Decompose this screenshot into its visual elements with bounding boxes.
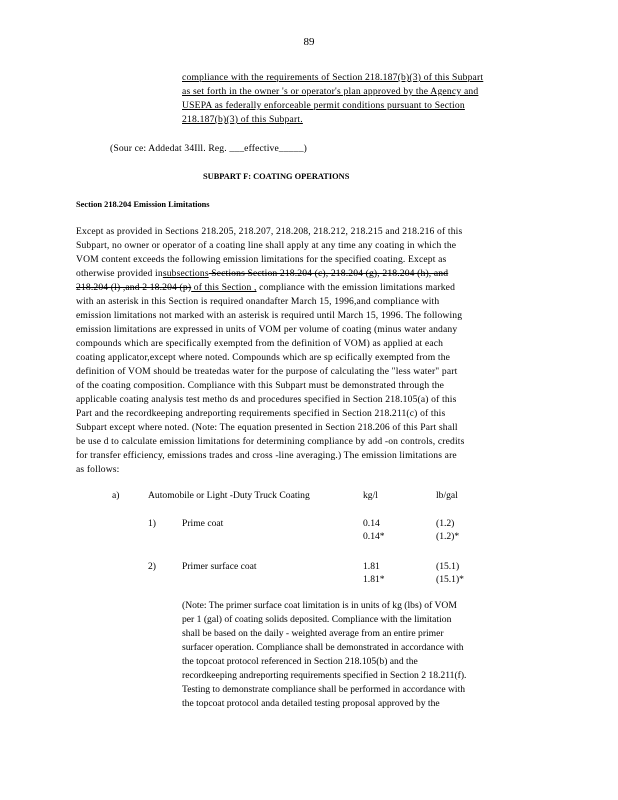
item-title: Automobile or Light -Duty Truck Coating (148, 490, 310, 501)
body-line: emission limitations are expressed in units of VOM per volume of coating (minus water andany (76, 324, 458, 335)
row-kg-value: 0.14 (363, 518, 380, 529)
section-heading: Section 218.204 Emission Limitations (76, 200, 210, 209)
row-lb-value: (1.2)* (436, 531, 460, 542)
inserted-text-line: compliance with the requirements of Section 218.187(b)(3) of this Subpart (182, 72, 484, 83)
body-line: Subpart except where noted. (Note: The equation presented in Section 218.206 of this Part shall (76, 422, 458, 433)
item-label: a) (112, 490, 120, 501)
row-number: 2) (148, 561, 156, 572)
row-number: 1) (148, 518, 156, 529)
inserted-text: of this Section , (191, 282, 257, 293)
inserted-text-line: as set forth in the owner 's or operator's plan approved by the Agency and (182, 86, 479, 97)
row-lb-value: (1.2) (436, 518, 455, 529)
source-note: (Sour ce: Addedat 34Ill. Reg. ___effective_____) (110, 143, 307, 154)
page-number: 89 (303, 36, 315, 48)
body-line: otherwise provided insubsections Sections Section 218.204 (c), 218.204 (g), 218.204 (h), and (76, 268, 449, 279)
note-line: per 1 (gal) of coating solids deposited. Compliance with the limitation (182, 614, 452, 625)
body-line: 218.204 (l) ,and 2 18.204 (p) of this Section , compliance with the emission limitations marked (76, 282, 456, 293)
body-line: emission limitations not marked with an asterisk is required until March 15, 1996. The following (76, 310, 463, 321)
body-line: of the coating composition. Compliance with this Subpart must be demonstrated through the (76, 380, 444, 391)
note-line: recordkeeping andreporting requirements specified in Section 2 18.211(f). (182, 670, 467, 681)
body-line: Subpart, no owner or operator of a coating line shall apply at any time any coating in which the (76, 240, 457, 251)
inserted-text-line: USEPA as federally enforceable permit conditions pursuant to Section (182, 100, 465, 111)
note-line: shall be based on the daily - weighted average from an entire primer (182, 628, 444, 639)
row-name: Primer surface coat (182, 561, 257, 572)
row-lb-value: (15.1) (436, 561, 460, 572)
inserted-word: subsections (162, 268, 209, 279)
body-line: with an asterisk in this Section is required onandafter March 15, 1996,and compliance with (76, 296, 440, 307)
row-kg-value: 0.14* (363, 531, 385, 542)
subpart-heading: SUBPART F: COATING OPERATIONS (203, 172, 350, 181)
body-line: definition of VOM should be treatedas water for the purpose of calculating the "less water" part (76, 366, 458, 377)
body-line: Part and the recordkeeping andreporting requirements specified in Section 218.211(c) of this (76, 408, 446, 419)
row-kg-value: 1.81* (363, 574, 385, 585)
deleted-text: 218.204 (l) ,and 2 18.204 (p) (76, 282, 192, 293)
note-line: Testing to demonstrate compliance shall be performed in accordance with (182, 684, 466, 695)
body-line: for transfer efficiency, emissions trades and cross -line averaging.) The emission limitations are (76, 450, 457, 461)
unit-english-header: lb/gal (436, 490, 458, 501)
inserted-text-line: 218.187(b)(3) of this Subpart. (182, 114, 303, 125)
body-line: Except as provided in Sections 218.205, 218.207, 218.208, 218.212, 218.215 and 218.216 of this (76, 226, 463, 237)
note-line: the topcoat protocol anda detailed testing proposal approved by the (182, 698, 440, 709)
row-name: Prime coat (182, 518, 224, 529)
body-line: VOM content exceeds the following emission limitations for the specified coating. Except as (76, 254, 447, 265)
row-kg-value: 1.81 (363, 561, 380, 572)
deleted-text: Sections Section 218.204 (c), 218.204 (g), 218.204 (h), and (208, 268, 449, 279)
body-line: as follows: (76, 464, 120, 475)
body-line: coating applicator,except where noted. Compounds which are sp ecifically exempted from the (76, 352, 451, 363)
body-line: be use d to calculate emission limitations for determining compliance by add -on controls, credits (76, 436, 465, 447)
note-line: the topcoat protocol referenced in Section 218.105(b) and the (182, 656, 418, 667)
note-line: (Note: The primer surface coat limitation is in units of kg (lbs) of VOM (182, 600, 457, 611)
body-line: applicable coating analysis test metho ds and procedures specified in Section 218.105(a) of this (76, 394, 457, 405)
note-line: surfacer operation. Compliance shall be demonstrated in accordance with (182, 642, 464, 653)
body-line: compounds which are specifically exempted from the definition of VOM) as applied at each (76, 338, 444, 349)
unit-metric-header: kg/l (363, 490, 378, 501)
row-lb-value: (15.1)* (436, 574, 464, 585)
